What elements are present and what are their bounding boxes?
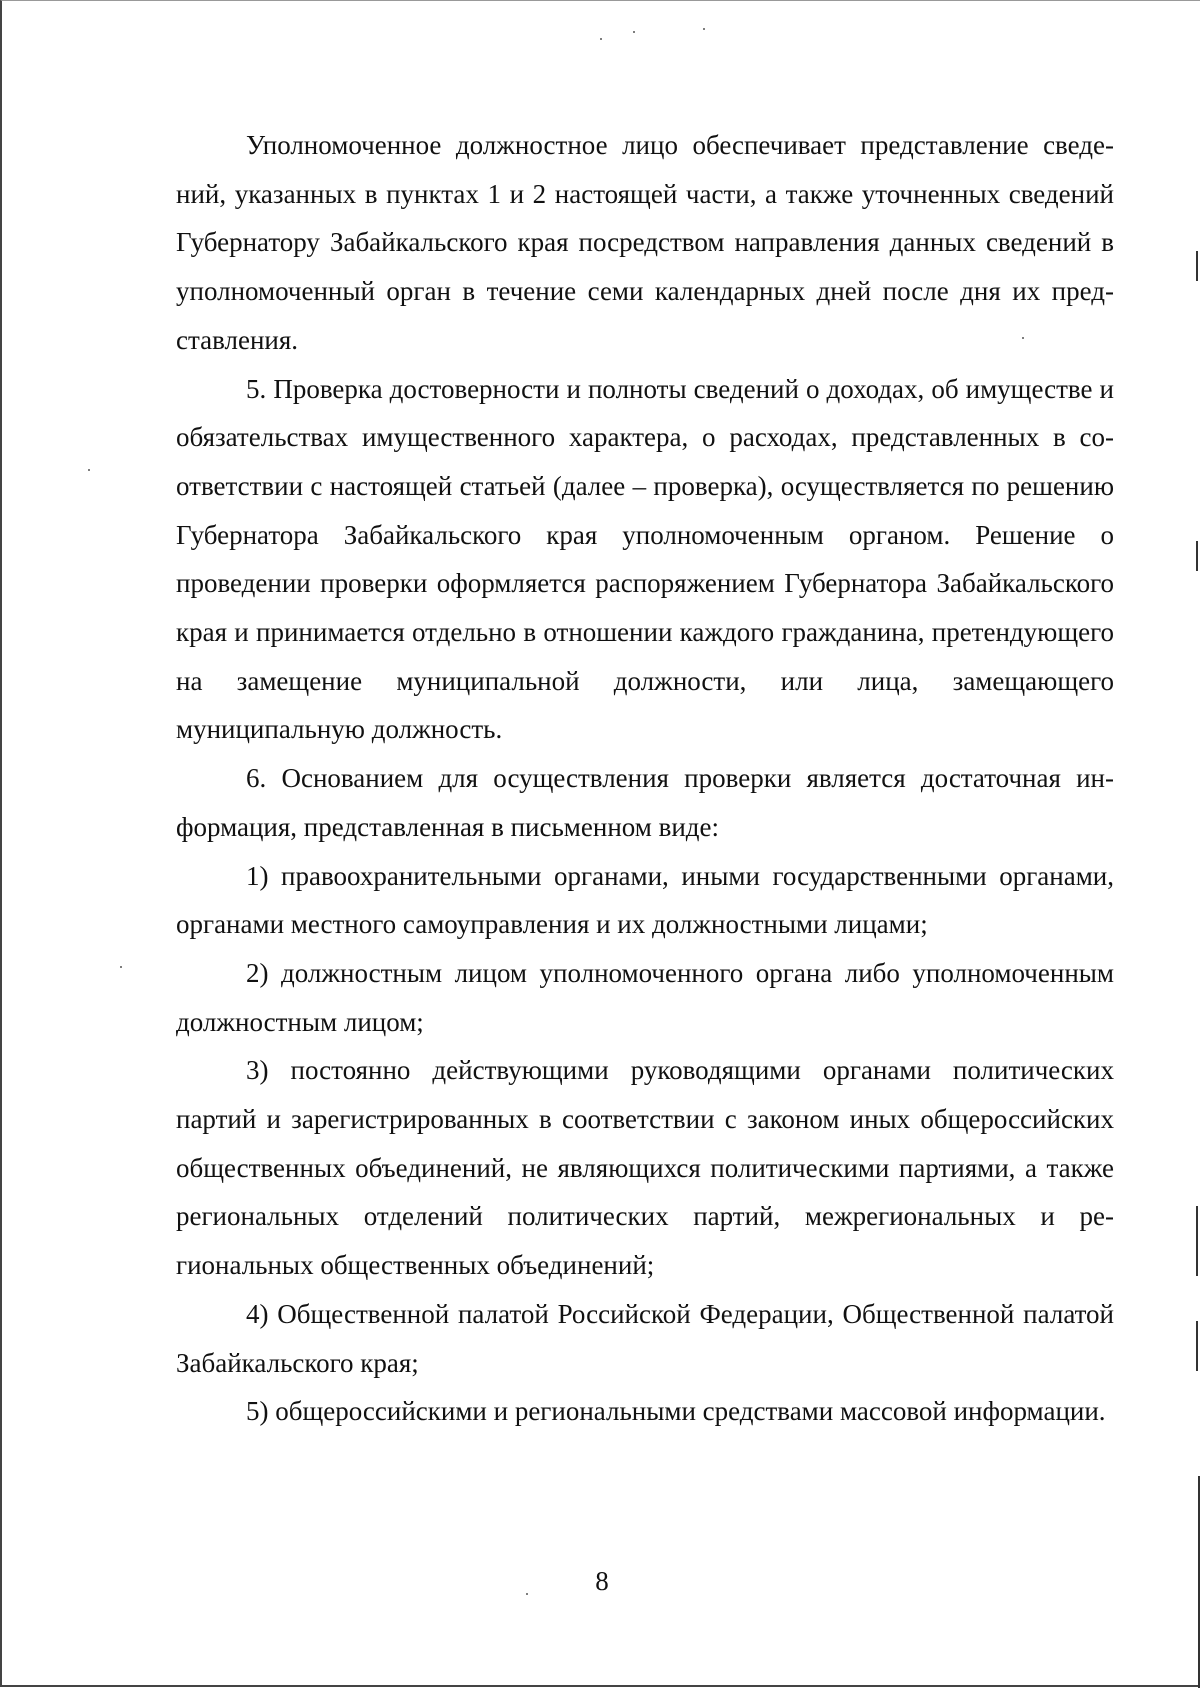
document-body: [176, 121, 1114, 1436]
paragraph: 6. Основанием для осуществления проверки является достаточная информация, представленная в письменном виде:: [176, 763, 1114, 842]
right-edge-mark: [1196, 1321, 1198, 1371]
right-edge-mark: [1196, 541, 1198, 571]
scan-speck: [88, 469, 90, 471]
paragraph: 3) постоянно действующими руководящими органами политических партий и зарегистрированных в соответствии с законом иных общероссийских общественных объединений, не являющихся политическими партиями, а также региональных отделений политических партий, межрегиональных и региональных общественных объединений;: [176, 1055, 1114, 1281]
scan-speck: [120, 966, 122, 968]
page-number: 8: [595, 1566, 609, 1596]
paragraph: Уполномоченное должностное лицо обеспечивает представление сведений, указанных в пунктах 1 и 2 настоящей части, а также уточненных сведений Губернатору Забайкальского края посредством направления данных сведений в уполномоченный орган в течение семи календарных дней после дня их представления.: [176, 130, 1114, 355]
scan-speck: [703, 28, 705, 30]
right-edge-mark: [1196, 1206, 1198, 1276]
paragraph: 5) общероссийскими и региональными средствами массовой информации.: [246, 1396, 1106, 1427]
paragraph: 1) правоохранительными органами, иными государственными органами, органами местного самоуправления и их должностными лицами;: [176, 860, 1114, 940]
right-edge-mark: [1196, 251, 1198, 281]
paragraph: 5. Проверка достоверности и полноты сведений о доходах, об имуществе и обязательствах имущественного характера, о расходах, представленных в соответствии с настоящей статьей (далее – проверка), осуществляется по решению Губернатора Забайкальского края уполномоченным органом. Решение о проведении проверки оформляется распоряжением Губернатора Забайкальского края и принимается отдельно в отношении каждого гражданина, претендующего на замещение муниципальной должности, или лица, замещающего муниципальную должность.: [176, 373, 1114, 745]
scan-speck: [633, 31, 635, 33]
scan-speck: [600, 38, 602, 40]
paragraph: 2) должностным лицом уполномоченного органа либо уполномоченным должностным лицом;: [176, 957, 1114, 1037]
paragraph: 4) Общественной палатой Российской Федерации, Общественной палатой Забайкальского края;: [176, 1298, 1114, 1378]
